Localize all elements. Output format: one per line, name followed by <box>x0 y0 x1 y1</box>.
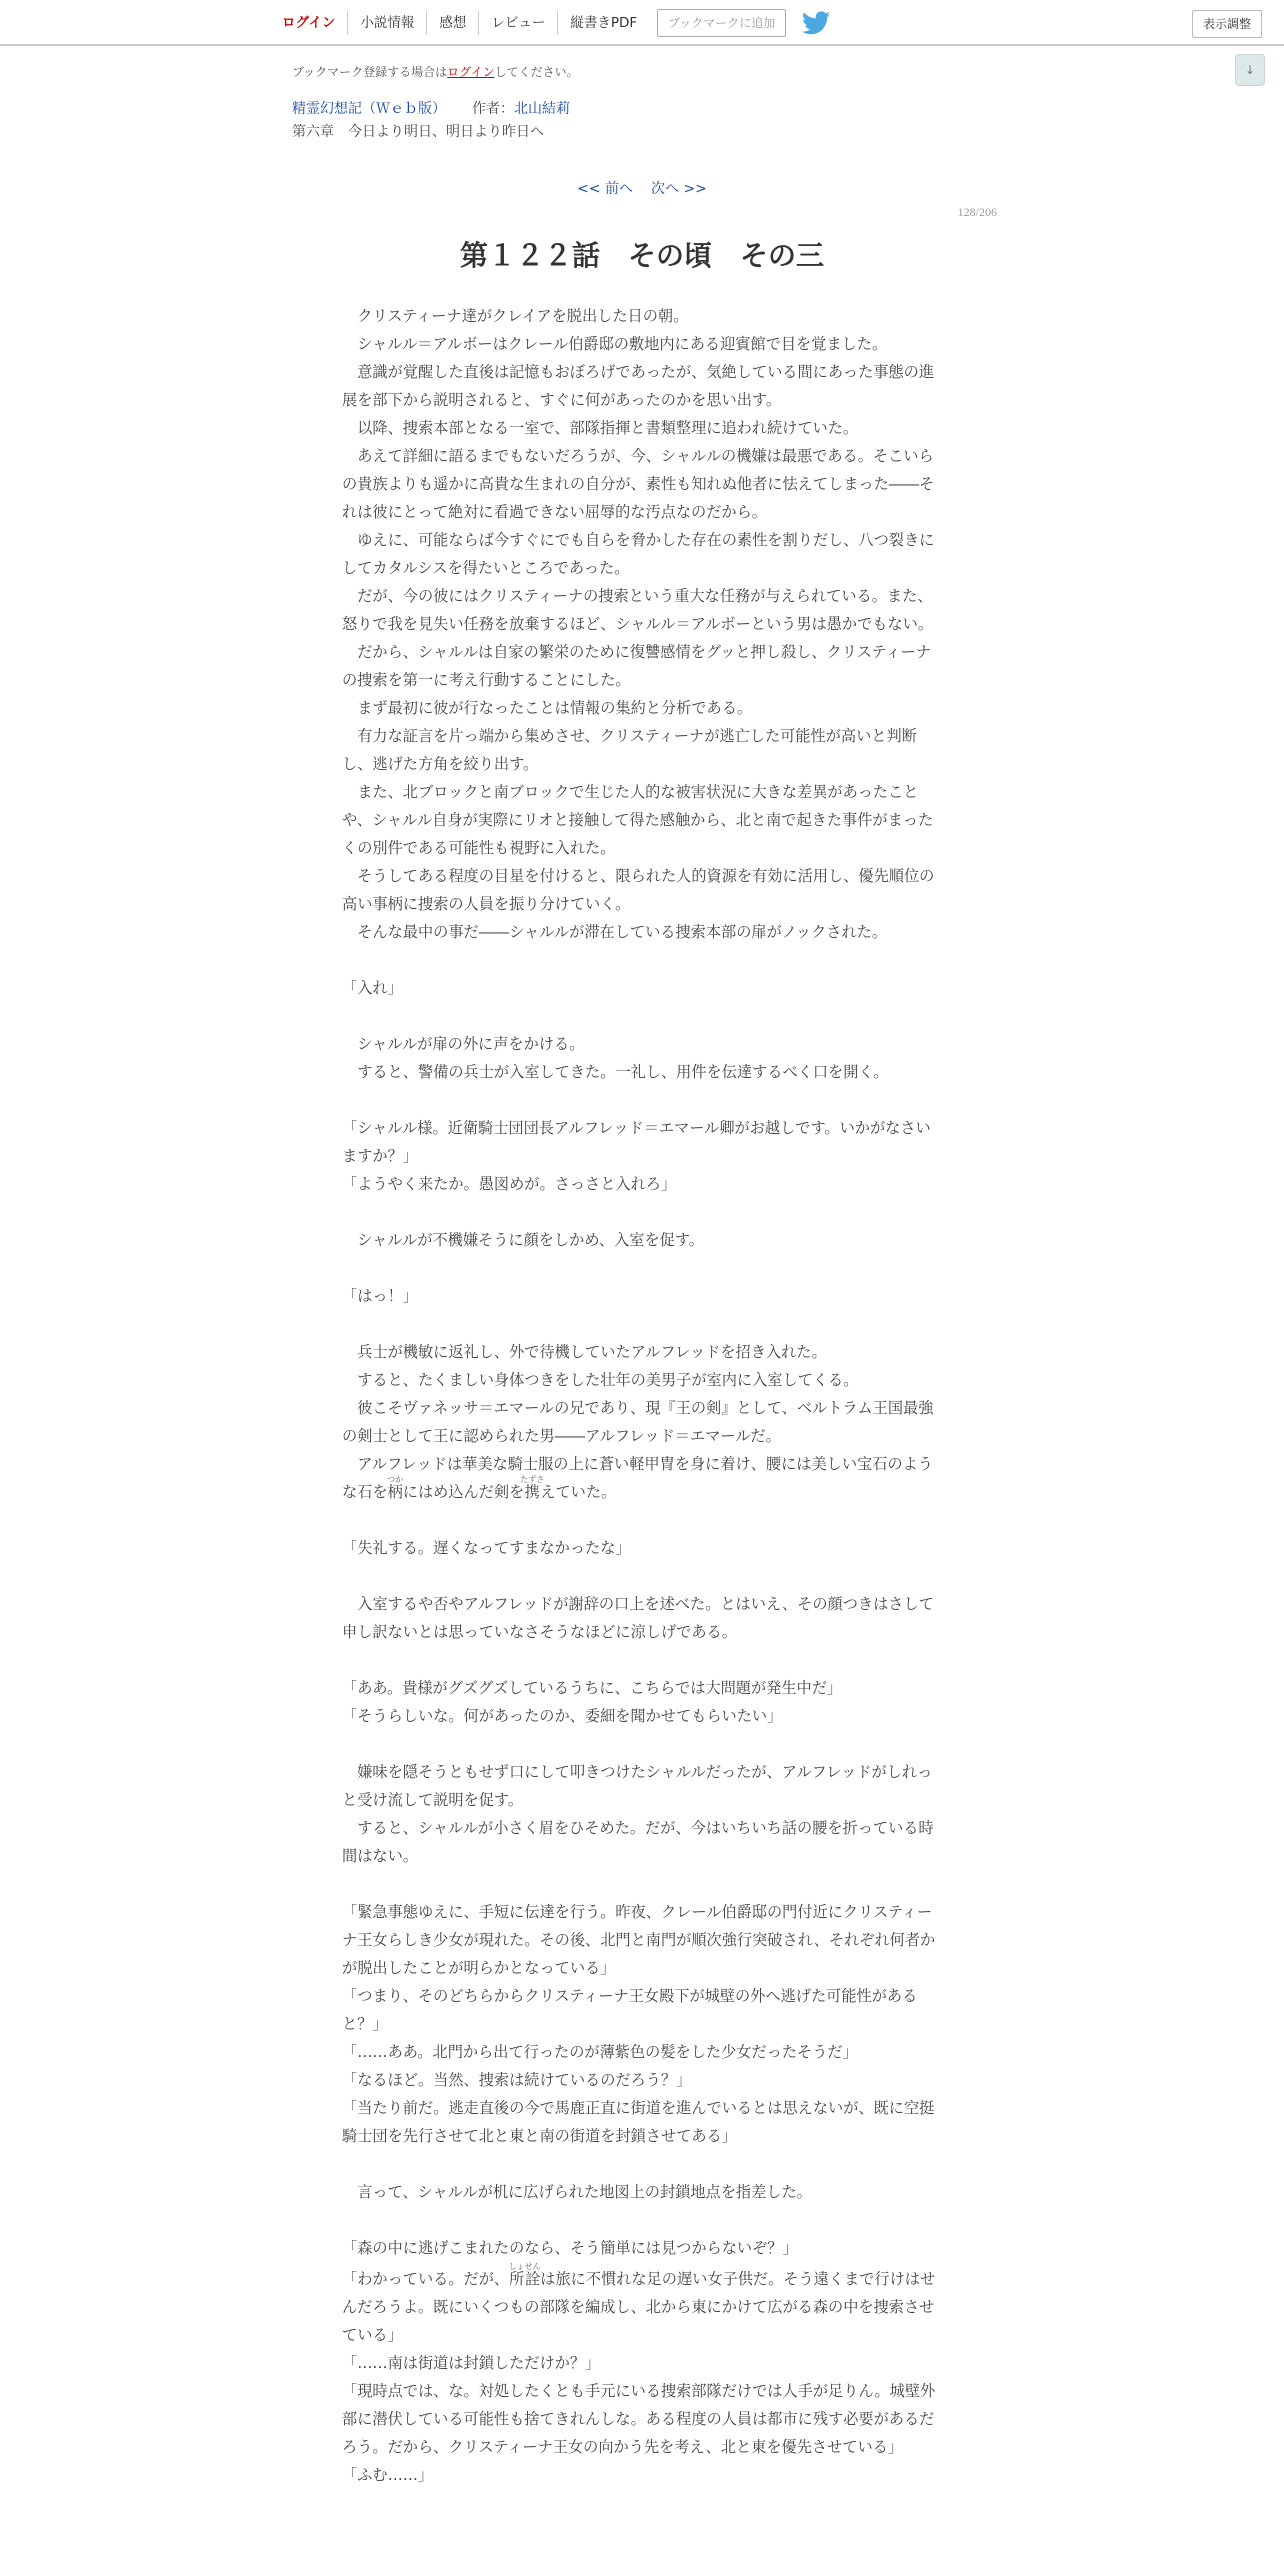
blank-line <box>342 1506 936 1534</box>
down-arrow-icon: ↓ <box>1244 63 1256 77</box>
body-paragraph: 嫌味を隠そうともせず口にして叩きつけたシャルルだったが、アルフレッドがしれっと受け流して説明を促す。 <box>342 1763 933 1809</box>
body-paragraph: シャルルが不機嫌そうに顔をしかめ、入室を促す。 <box>342 1231 704 1249</box>
bookmark-notice <box>292 63 579 80</box>
novel-title-link[interactable]: 精霊幻想記（Ｗｅｂ版） <box>292 101 446 117</box>
text-segment: にはめ込んだ剣を <box>402 1483 525 1501</box>
body-paragraph: まず最初に彼が行なったことは情報の集約と分析である。 <box>342 699 753 717</box>
body-paragraph: だから、シャルルは自家の繁栄のために復讐感情をグッと押し殺し、クリスティーナの捜索を第一に考え行動することにした。 <box>342 643 932 689</box>
login-link[interactable]: ログイン <box>272 11 348 35</box>
body-paragraph: そうしてある程度の目星を付けると、限られた人的資源を有効に活用し、優先順位の高い事柄に捜索の人員を振り分けていく。 <box>342 867 935 913</box>
vertical-pdf-link[interactable]: 縦書きPDF <box>570 15 638 31</box>
episode-number: 128/206 <box>957 205 997 219</box>
dialogue-line: 「入れ」 <box>342 979 403 997</box>
blank-line <box>342 1254 936 1282</box>
next-episode-link[interactable]: 次へ >> <box>651 181 707 197</box>
twitter-bird-icon[interactable] <box>802 11 830 35</box>
body-paragraph: また、北ブロックと南ブロックで生じた人的な被害状況に大きな差異があったことや、シャルル自身が実際にリオと接触して得た感触から、北と南で起きた事件がまったくの別件である可能性も視野に入れた。 <box>342 783 934 857</box>
dialogue-line: 「ようやく来たか。愚図めが。さっさと入れろ」 <box>342 1175 677 1193</box>
novel-body <box>342 302 936 2489</box>
blank-line <box>342 1562 936 1590</box>
body-paragraph: そんな最中の事だ――シャルルが滞在している捜索本部の扉がノックされた。 <box>342 923 888 941</box>
body-paragraph: あえて詳細に語るまでもないだろうが、今、シャルルの機嫌は最悪である。そこいらの貴族よりも遥かに高貴な生まれの自分が、素性も知れぬ他者に怯えてしまった――それは彼にとって絶対に看過できない屈辱的な汚点なのだから。 <box>342 447 935 521</box>
bookmark-add-button[interactable]: ブックマークに追加 <box>657 9 786 37</box>
prev-episode-link[interactable]: << 前へ <box>577 181 633 197</box>
ruby-reading: つか <box>387 1475 404 1484</box>
ruby-base: 柄 <box>387 1483 404 1501</box>
ruby-word <box>520 1475 545 1501</box>
body-paragraph: すると、たくましい身体つきをした壮年の美男子が室内に入室してくる。 <box>342 1371 859 1389</box>
body-paragraph: シャルル＝アルボーはクレール伯爵邸の敷地内にある迎賓館で目を覚ました。 <box>342 335 888 353</box>
body-paragraph: だが、今の彼にはクリスティーナの捜索という重大な任務が与えられている。また、怒りで我を見失い任務を放棄するほど、シャルル＝アルボーという男は愚かでもない。 <box>342 587 934 633</box>
ruby-word <box>387 1475 404 1501</box>
dialogue-line: 「シャルル様。近衛騎士団団長アルフレッド＝エマール卿がお越しです。いかがなさいますか？」 <box>342 1119 931 1165</box>
author-link[interactable]: 北山結莉 <box>514 101 570 117</box>
review-link[interactable]: レビュー <box>479 11 558 35</box>
body-paragraph-with-ruby <box>342 1450 936 1506</box>
body-paragraph: 入室するや否やアルフレッドが謝辞の口上を述べた。とはいえ、その顔つきはさして申し訳ないとは思っていなさそうなほどに涼しげである。 <box>342 1595 934 1641</box>
body-paragraph: 言って、シャルルが机に広げられた地図上の封鎖地点を指差した。 <box>342 2183 812 2201</box>
chapter-title: 第六章 今日より明日、明日より昨日へ <box>292 124 544 140</box>
blank-line <box>342 1646 936 1674</box>
display-settings-button[interactable]: 表示調整 <box>1192 10 1262 38</box>
dialogue-line: 「ああ。貴様がグズグズしているうちに、こちらでは大問題が発生中だ」 <box>342 1679 843 1697</box>
text-segment: アルフレッドは華美な騎士服の上に蒼い軽甲冑を身に着け、腰には美しい宝石のような石を <box>342 1455 933 1501</box>
episode-title: 第１２２話 その頃 その三 <box>459 239 824 272</box>
dialogue-line: 「森の中に逃げこまれたのなら、そう簡単には見つからないぞ？」 <box>342 2239 798 2257</box>
text-segment: えていた。 <box>540 1483 617 1501</box>
blank-line <box>342 1198 936 1226</box>
dialogue-line: 「……ああ。北門から出て行ったのが薄紫色の髪をした少女だったそうだ」 <box>342 2043 858 2061</box>
blank-line <box>342 946 936 974</box>
header-nav <box>272 0 830 46</box>
bookmark-notice-before: ブックマーク登録する場合は <box>292 65 448 79</box>
body-paragraph: すると、シャルルが小さく眉をひそめた。だが、今はいちいち話の腰を折っている時間はない。 <box>342 1819 934 1865</box>
body-paragraph: すると、警備の兵士が入室してきた。一礼し、用件を伝達するべく口を開く。 <box>342 1063 889 1081</box>
body-paragraph: ゆえに、可能ならば今すぐにでも自らを脅かした存在の素性を割りだし、八つ裂きにしてカタルシスを得たいところであった。 <box>342 531 935 577</box>
blank-line <box>342 1870 936 1898</box>
body-paragraph: クリスティーナ達がクレイアを脱出した日の朝。 <box>342 307 689 325</box>
top-navigation-bar <box>0 0 1284 46</box>
impressions-link[interactable]: 感想 <box>427 11 479 35</box>
blank-line <box>342 1730 936 1758</box>
dialogue-line: 「そうらしいな。何があったのか、委細を聞かせてもらいたい」 <box>342 1707 783 1725</box>
dialogue-line: 「当たり前だ。逃走直後の今で馬鹿正直に街道を進んでいるとは思えないが、既に空挺騎士団を先行させて北と東と南の街道を封鎖させてある」 <box>342 2099 935 2145</box>
ruby-base: 携 <box>520 1483 545 1501</box>
dialogue-line: 「ふむ……」 <box>342 2466 434 2484</box>
text-segment: は旅に不慣れな足の遅い女子供だ。そう遠くまで行けはせんだろうよ。既にいくつもの部隊を編成し、北から東にかけて広がる森の中を捜索させている」 <box>342 2270 936 2344</box>
author-label: 作者： <box>472 101 514 117</box>
body-paragraph: 兵士が機敏に返礼し、外で待機していたアルフレッドを招き入れた。 <box>342 1343 827 1361</box>
novel-meta <box>292 98 570 118</box>
episode-pager <box>0 178 1284 198</box>
body-paragraph: 意識が覚醒した直後は記憶もおぼろげであったが、気絶している間にあった事態の進展を部下から説明されると、すぐに何があったのかを思い出す。 <box>342 363 935 409</box>
dialogue-line-with-ruby <box>342 2262 936 2349</box>
body-paragraph: 彼こそヴァネッサ＝エマールの兄であり、現『王の剣』として、ベルトラム王国最強の剣士として王に認められた男――アルフレッド＝エマールだ。 <box>342 1399 934 1445</box>
novel-info-link[interactable]: 小説情報 <box>348 11 427 35</box>
blank-line <box>342 1086 936 1114</box>
ruby-reading: たずさ <box>520 1475 545 1484</box>
dialogue-line: 「つまり、そのどちらからクリスティーナ王女殿下が城壁の外へ逃げた可能性があると？」 <box>342 1987 918 2033</box>
dialogue-line: 「失礼する。遅くなってすまなかったな」 <box>342 1539 631 1557</box>
dialogue-line: 「なるほど。当然、捜索は続けているのだろう？」 <box>342 2071 692 2089</box>
scroll-down-button[interactable] <box>1235 54 1265 86</box>
dialogue-line: 「現時点では、な。対処したくとも手元にいる捜索部隊だけでは人手が足りん。城壁外部に潜伏している可能性も捨てきれんしな。ある程度の人員は都市に残す必要があるだろう。だから、クリスティーナ王女の向かう先を考え、北と東を優先させている」 <box>342 2382 936 2456</box>
blank-line <box>342 2150 936 2178</box>
ruby-word <box>508 2262 541 2288</box>
bookmark-notice-login-link[interactable]: ログイン <box>447 65 495 79</box>
dialogue-line: 「緊急事態ゆえに、手短に伝達を行う。昨夜、クレール伯爵邸の門付近にクリスティーナ王女らしき少女が現れた。その後、北門と南門が順次強行突破され、それぞれ何者かが脱出したことが明らかとなっている」 <box>342 1903 936 1977</box>
dialogue-line: 「……南は街道は封鎖しただけか？」 <box>342 2354 601 2372</box>
body-paragraph: シャルルが扉の外に声をかける。 <box>342 1035 585 1053</box>
body-paragraph: 有力な証言を片っ端から集めさせ、クリスティーナが逃亡した可能性が高いと判断し、逃げた方角を絞り出す。 <box>342 727 917 773</box>
bookmark-notice-after: してください。 <box>494 65 579 79</box>
ruby-reading: しょせん <box>508 2262 541 2271</box>
blank-line <box>342 1002 936 1030</box>
dialogue-line: 「はっ！」 <box>342 1287 418 1305</box>
body-paragraph: 以降、捜索本部となる一室で、部隊指揮と書類整理に追われ続けていた。 <box>342 419 859 437</box>
text-segment: 「わかっている。だが、 <box>342 2270 510 2288</box>
ruby-base: 所詮 <box>508 2270 541 2288</box>
blank-line <box>342 2206 936 2234</box>
blank-line <box>342 1310 936 1338</box>
